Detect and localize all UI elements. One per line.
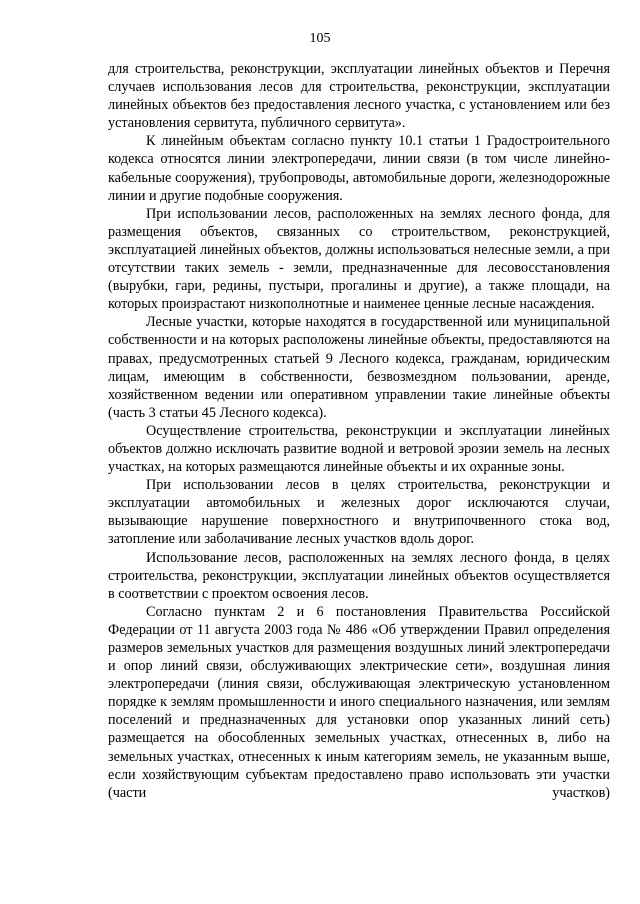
paragraph-erosion-prevention: Осуществление строительства, реконструкции и эксплуатации линейных объектов должно исключать развитие водной и ветровой эрозии земель на лесных участках, на которых размещаются линейные объекты и их охранные зоны. [108,422,610,476]
document-body [108,60,610,802]
paragraph-roads-runoff: При использовании лесов в целях строительства, реконструкции и эксплуатации автомобильных и железных дорог исключаются случаи, вызывающие нарушение поверхностного и внутрипочвенного стока вод, затопление или заболачивание лесных участков вдоль дорог. [108,477,610,548]
paragraph-linear-objects-definition: К линейным объектам согласно пункту 10.1 статьи 1 Градостроительного кодекса относятся линии электропередачи, линии связи (в том числе линейно-кабельные сооружения), трубопроводы, автомобильные дороги, железнодорожные линии и другие подобные сооружения. [108,133,610,204]
paragraph-government-decree: Согласно пунктам 2 и 6 постановления Правительства Российской Федерации от 11 августа 2003 года № 486 «Об утверждении Правил определения размеров земельных участков для размещения воздушных линий электропередачи и опор линий связи, обслуживающих электрические сети», воздушная линия электропередачи (линия связи, обслуживающая электрическую установленном порядке к землям промышленности и иного специального назначения, или землям поселений и предназначенных для установки опор указанных линий сеть) размещается на обособленных земельных участках, отнесенных в, либо на земельных участках, отнесенных к иным категориям земель, не указанным выше, если хозяйствующим субъектам предоставлено право использовать эти участки (части участков) [108,603,610,801]
paragraph-forest-plots-rights: Лесные участки, которые находятся в государственной или муниципальной собственности и на которых расположены линейные объекты, предоставляются на правах, предусмотренных статьей 9 Лесного кодекса, гражданам, юридическим лицам, имеющим в собственности, безвозмездном пользовании, аренде, хозяйственном ведении или оперативном управлении такие линейные объекты (часть 3 статьи 45 Лесного кодекса). [108,314,610,421]
paragraph-development-project: Использование лесов, расположенных на землях лесного фонда, в целях строительства, реконструкции, эксплуатации линейных объектов осуществляется в соответствии с проектом освоения лесов. [108,549,610,602]
paragraph-forest-land-use: При использовании лесов, расположенных на землях лесного фонда, для размещения объектов, связанных со строительством, реконструкцией, эксплуатацией линейных объектов, должны использоваться нелесные земли, а при отсутствии таких земель - земли, предназначенные для лесовосстановления (вырубки, гари, редины, пустыри, прогалины и другие), а также площади, на которых произрастают низкополнотные и наименее ценные лесные насаждения. [108,205,610,313]
page-number: 105 [309,31,331,46]
paragraph-continuation: для строительства, реконструкции, эксплуатации линейных объектов и Перечня случаев использования лесов для строительства, реконструкции, эксплуатации линейных объектов без предоставления лесного участка, с установлением или без установления сервитута, публичного сервитута». [108,61,610,132]
